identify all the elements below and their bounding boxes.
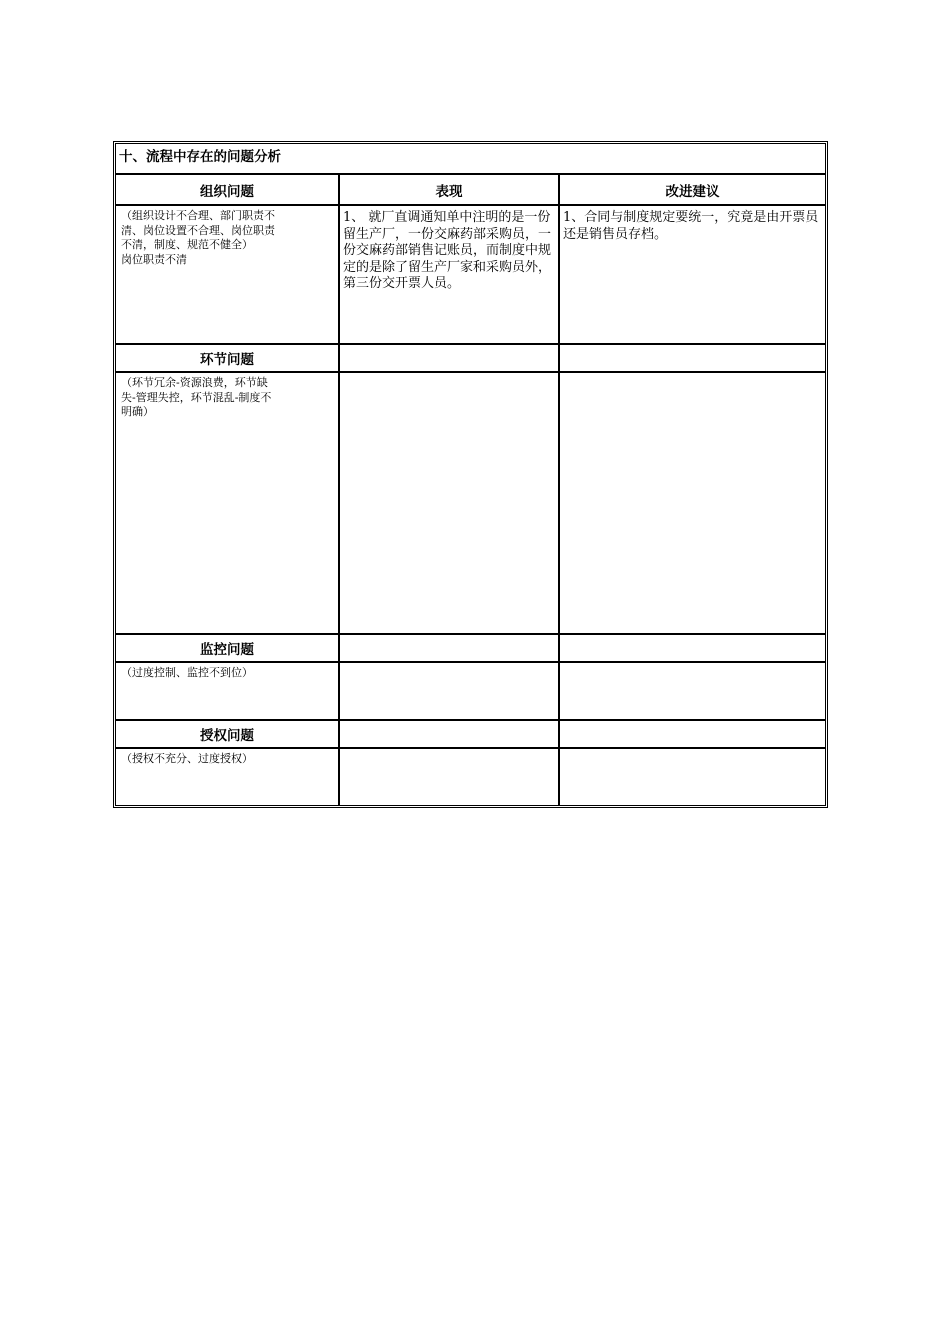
monitoring-header-empty	[339, 634, 559, 662]
header-performance: 表现	[339, 174, 559, 205]
monitoring-note	[115, 662, 339, 720]
authorization-performance	[339, 748, 559, 806]
header-process: 环节问题	[115, 344, 339, 372]
organization-suggestion: 1、合同与制度规定要统一，究竟是由开票员还是销售员存档。	[559, 205, 826, 344]
process-note-line: 失-管理失控，环节混乱-制度不	[121, 390, 272, 404]
process-note-line: 明确）	[121, 405, 154, 418]
organization-note-line: 岗位职责不清	[121, 252, 187, 266]
process-header-row	[115, 344, 826, 372]
authorization-content-row	[115, 748, 826, 806]
organization-note-line: （组织设计不合理、部门职责不	[121, 209, 275, 222]
authorization-note	[115, 748, 339, 806]
process-header-empty	[559, 344, 826, 372]
header-authorization: 授权问题	[115, 720, 339, 748]
header-row	[115, 174, 826, 205]
monitoring-header-empty	[559, 634, 826, 662]
process-suggestion	[559, 372, 826, 634]
organization-note-line: 清、岗位设置不合理、岗位职责	[121, 223, 275, 237]
header-organization: 组织问题	[115, 174, 339, 205]
monitoring-performance	[339, 662, 559, 720]
header-suggestion: 改进建议	[559, 174, 826, 205]
table-title: 十、流程中存在的问题分析	[115, 143, 826, 174]
authorization-note-line: （授权不充分、过度授权）	[121, 752, 253, 765]
authorization-header-empty	[559, 720, 826, 748]
monitoring-header-row	[115, 634, 826, 662]
organization-content-row	[115, 205, 826, 344]
authorization-header-row	[115, 720, 826, 748]
authorization-suggestion	[559, 748, 826, 806]
authorization-header-empty	[339, 720, 559, 748]
monitoring-note-line: （过度控制、监控不到位）	[121, 666, 253, 679]
header-monitoring: 监控问题	[115, 634, 339, 662]
analysis-table-frame	[113, 141, 828, 808]
organization-performance: 1、 就厂直调通知单中注明的是一份留生产厂，一份交麻药部采购员，一份交麻药部销售记账员，而制度中规定的是除了留生产厂家和采购员外，第三份交开票人员。	[339, 205, 559, 344]
analysis-table	[115, 143, 826, 806]
process-content-row	[115, 372, 826, 634]
organization-note	[115, 205, 339, 344]
monitoring-content-row	[115, 662, 826, 720]
title-row	[115, 143, 826, 174]
organization-note-line: 不清，制度、规范不健全）	[121, 238, 253, 251]
process-note-line: （环节冗余-资源浪费，环节缺	[121, 376, 268, 389]
process-note	[115, 372, 339, 634]
monitoring-suggestion	[559, 662, 826, 720]
process-header-empty	[339, 344, 559, 372]
process-performance	[339, 372, 559, 634]
